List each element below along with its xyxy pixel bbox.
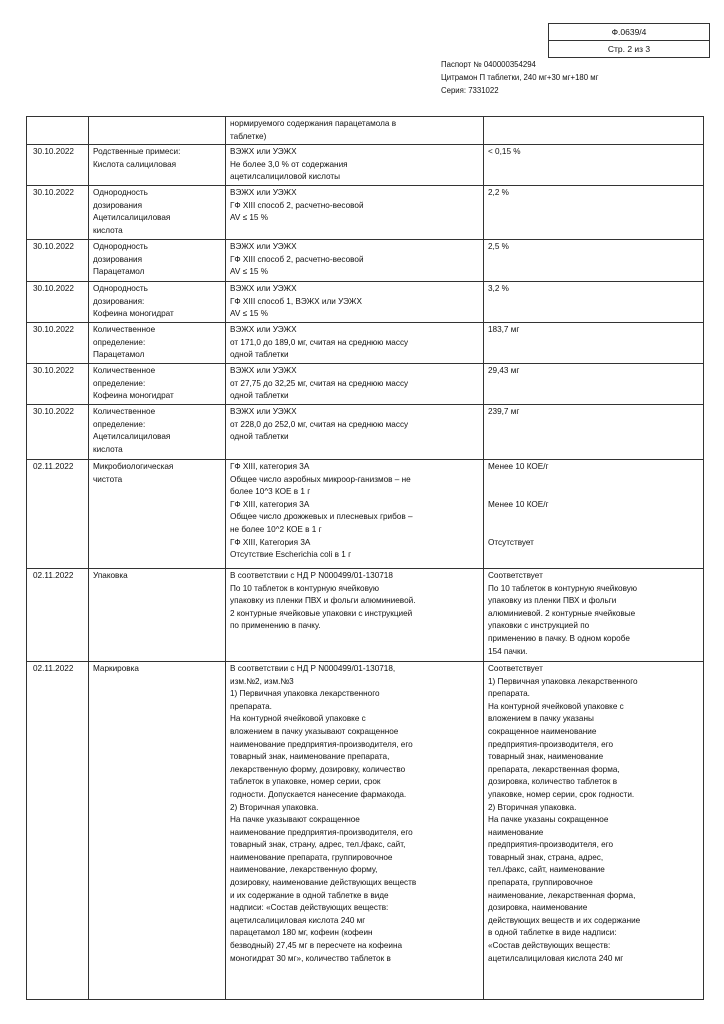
- parameter-cell: Микробиологическая чистота: [89, 459, 226, 568]
- table-row: [27, 239, 704, 281]
- product-name: Цитрамон П таблетки, 240 мг+30 мг+180 мг: [441, 73, 599, 82]
- table-row: [27, 117, 704, 145]
- parameter-cell: [89, 117, 226, 145]
- norm-cell: В соответствии с НД Р N000499/01-130718 По 10 таблеток в контурную ячейковую упаковку из пленки ПВХ и фольги алюминиевой. 2 контурные ячейковые упаковки с инструкцией по применению в пачку.: [226, 568, 484, 661]
- date-cell: 30.10.2022: [27, 322, 89, 363]
- parameter-cell: Родственные примеси: Кислота салициловая: [89, 145, 226, 186]
- table-row: [27, 568, 704, 661]
- table-row: [27, 404, 704, 459]
- date-cell: 30.10.2022: [27, 145, 89, 186]
- test-results-table: [26, 116, 704, 1000]
- norm-cell: В соответствии с НД Р N000499/01-130718, изм.№2, изм.№3 1) Первичная упаковка лекарственного препарата. На контурной ячейковой упаковке с вложением в пачку указывают сокращенное наименование предприятия-производителя, его товарный знак, наименование препарата, лекарственную форму, дозировку, количество таблеток в упаковке, номер серии, срок годности. Допускается нанесение фармакода. 2) Вторичная упаковка. На пачке указывают сокращенное наименование предприятия-производителя, его товарный знак, страну, адрес, тел./факс, сайт, наименование препарата, группировочное наименование, лекарственную форму, дозировку, наименование действующих веществ и их содержание в одной таблетке в виде надписи: «Состав действующих веществ: ацетилсалициловая кислота 240 мг парацетамол 180 мг, кофеин (кофеин безводный) 27,45 мг в пересчете на кофеина моногидрат 30 мг», количество таблеток в: [226, 661, 484, 999]
- norm-cell: нормируемого содержания парацетамола в таблетке): [226, 117, 484, 145]
- parameter-cell: Однородность дозирования Парацетамол: [89, 239, 226, 281]
- parameter-cell: Количественное определение: Кофеина моногидрат: [89, 363, 226, 404]
- norm-cell: ВЭЖХ или УЭЖХ от 228,0 до 252,0 мг, считая на среднюю массу одной таблетки: [226, 404, 484, 459]
- result-cell: 3,2 %: [484, 281, 704, 322]
- page-number: Стр. 2 из 3: [549, 40, 709, 57]
- norm-cell: ВЭЖХ или УЭЖХ ГФ XIII способ 2, расчетно-весовой AV ≤ 15 %: [226, 185, 484, 239]
- form-code: Ф.0639/4: [611, 27, 647, 37]
- passport-header: [441, 58, 598, 97]
- result-cell: Соответствует По 10 таблеток в контурную ячейковую упаковку из пленки ПВХ и фольги алюминиевой. 2 контурные ячейковые упаковки с инструкцией по применению в пачку. В одном коробе 154 пачки.: [484, 568, 704, 661]
- date-cell: 30.10.2022: [27, 363, 89, 404]
- date-cell: 02.11.2022: [27, 661, 89, 999]
- norm-cell: ВЭЖХ или УЭЖХ ГФ XIII способ 2, расчетно-весовой AV ≤ 15 %: [226, 239, 484, 281]
- table-row: [27, 363, 704, 404]
- result-cell: 2,2 %: [484, 185, 704, 239]
- table-row: [27, 145, 704, 186]
- date-cell: 02.11.2022: [27, 459, 89, 568]
- result-cell: Соответствует 1) Первичная упаковка лекарственного препарата. На контурной ячейковой упаковке с вложением в пачку указаны сокращенное наименование предприятия-производителя, его товарный знак, наименование препарата, лекарственная форма, дозировка, количество таблеток в упаковке, номер серии, срок годности. 2) Вторичная упаковка. На пачке указаны сокращенное наименование предприятия-производителя, его товарный знак, страна, адрес, тел./факс, сайт, наименование препарата, группировочное наименование, лекарственная форма, дозировка, наименование действующих веществ и их содержание в одной таблетке в виде надписи: «Состав действующих веществ: ацетилсалициловая кислота 240 мг: [484, 661, 704, 999]
- date-cell: 30.10.2022: [27, 281, 89, 322]
- parameter-cell: Количественное определение: Парацетамол: [89, 322, 226, 363]
- result-cell: 183,7 мг: [484, 322, 704, 363]
- date-cell: [27, 117, 89, 145]
- parameter-cell: Маркировка: [89, 661, 226, 999]
- parameter-cell: Количественное определение: Ацетилсалициловая кислота: [89, 404, 226, 459]
- norm-cell: ВЭЖХ или УЭЖХ ГФ XIII способ 1, ВЭЖХ или УЭЖХ AV ≤ 15 %: [226, 281, 484, 322]
- norm-cell: ВЭЖХ или УЭЖХ от 171,0 до 189,0 мг, считая на среднюю массу одной таблетки: [226, 322, 484, 363]
- result-cell: [484, 117, 704, 145]
- norm-cell: ВЭЖХ или УЭЖХ Не более 3,0 % от содержания ацетилсалициловой кислоты: [226, 145, 484, 186]
- result-cell: 2,5 %: [484, 239, 704, 281]
- form-code-box: [548, 23, 710, 58]
- date-cell: 30.10.2022: [27, 404, 89, 459]
- date-cell: 30.10.2022: [27, 185, 89, 239]
- parameter-cell: Однородность дозирования Ацетилсалициловая кислота: [89, 185, 226, 239]
- norm-cell: ГФ XIII, категория 3А Общее число аэробных микроор-ганизмов – не более 10^3 КОЕ в 1 г ГФ XIII, категория 3А Общее число дрожжевых и плесневых грибов – не более 10^2 КОЕ в 1 г ГФ XIII, Категория 3А Отсутствие Escherichia coli в 1 г: [226, 459, 484, 568]
- passport-number: Паспорт № 040000354294: [441, 60, 536, 69]
- result-cell: 239,7 мг: [484, 404, 704, 459]
- table-row: [27, 661, 704, 999]
- parameter-cell: Упаковка: [89, 568, 226, 661]
- date-cell: 02.11.2022: [27, 568, 89, 661]
- table-row: [27, 322, 704, 363]
- result-cell: 29,43 мг: [484, 363, 704, 404]
- result-cell: < 0,15 %: [484, 145, 704, 186]
- table-row: [27, 281, 704, 322]
- series-number: Серия: 7331022: [441, 86, 499, 95]
- table-row: [27, 459, 704, 568]
- parameter-cell: Однородность дозирования: Кофеина моногидрат: [89, 281, 226, 322]
- date-cell: 30.10.2022: [27, 239, 89, 281]
- norm-cell: ВЭЖХ или УЭЖХ от 27,75 до 32,25 мг, считая на среднюю массу одной таблетки: [226, 363, 484, 404]
- table-row: [27, 185, 704, 239]
- result-cell: Менее 10 КОЕ/г Менее 10 КОЕ/г Отсутствует: [484, 459, 704, 568]
